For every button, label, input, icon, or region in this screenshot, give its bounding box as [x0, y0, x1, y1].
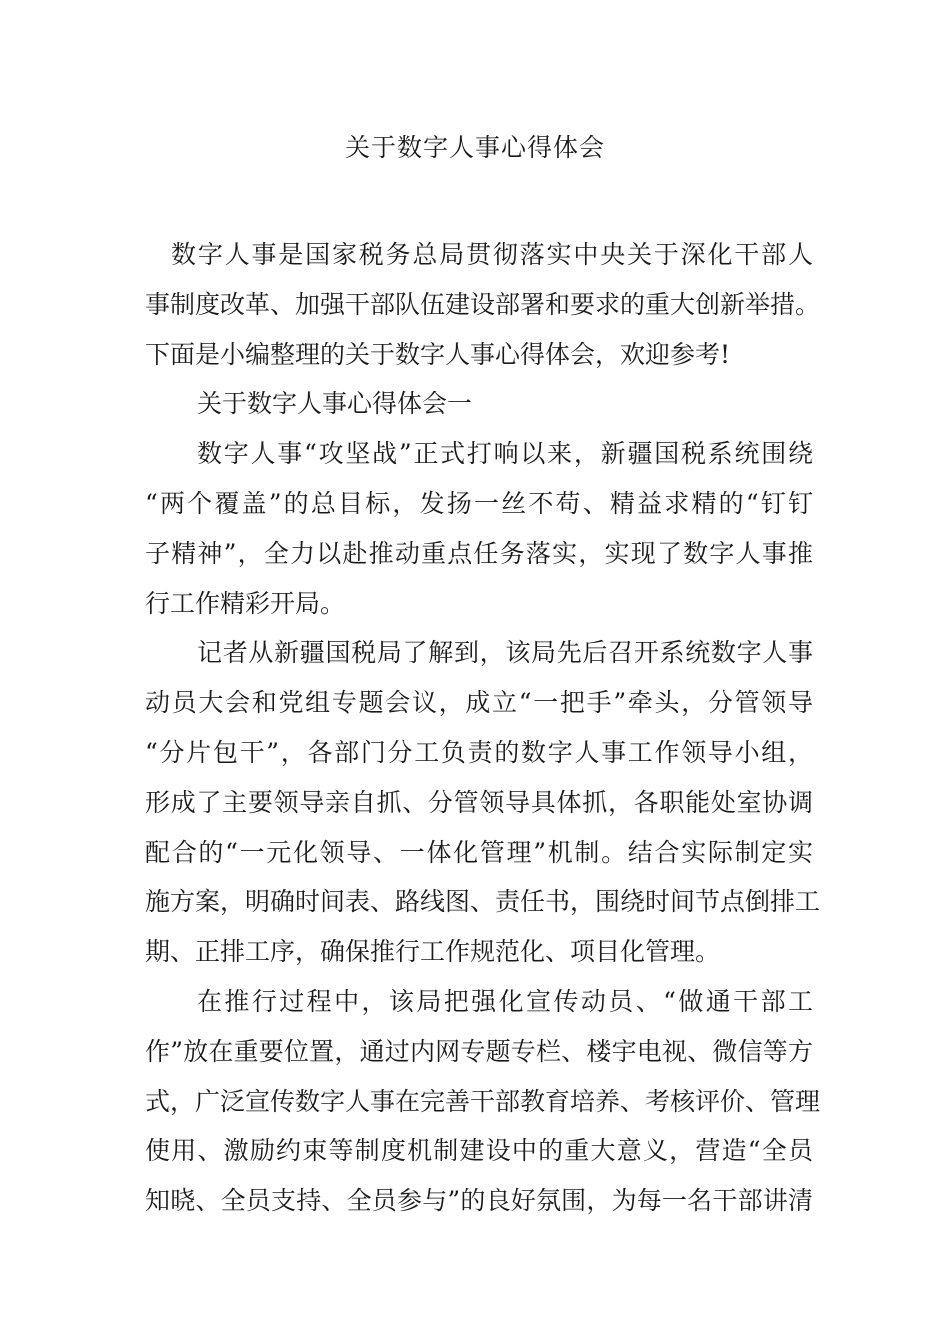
text-line: 使用、激励约束等制度机制建设中的重大意义，营造“全员	[145, 1136, 813, 1166]
text-line: 记者从新疆国税局了解到，该局先后召开系统数字人事	[197, 638, 813, 668]
paragraph	[145, 628, 821, 977]
text-line: 数字人事是国家税务总局贯彻落实中央关于深化干部人	[171, 240, 813, 269]
text-line: 在推行过程中，该局把强化宣传动员、“做通干部工	[197, 986, 813, 1016]
paragraph	[145, 429, 813, 628]
text-line: 配合的“一元化领导、一体化管理”机制。结合实际制定实	[145, 837, 813, 867]
text-line: 知晓、全员支持、全员参与”的良好氛围，为每一名干部讲清	[145, 1186, 813, 1216]
text-line: 式，广泛宣传数字人事在完善干部教育培养、考核评价、管理	[145, 1086, 821, 1116]
text-line: 数字人事“攻坚战”正式打响以来，新疆国税系统围绕	[197, 439, 813, 469]
text-line: 行工作精彩开局。	[145, 588, 346, 618]
text-line: 子精神”，全力以赴推动重点任务落实，实现了数字人事推	[145, 538, 813, 568]
text-line: 下面是小编整理的关于数字人事心得体会，欢迎参考!	[145, 339, 731, 369]
document-body	[145, 230, 821, 1226]
text-line: “分片包干”，各部门分工负责的数字人事工作领导小组，	[145, 737, 813, 767]
text-line: 形成了主要领导亲自抓、分管领导具体抓，各职能处室协调	[145, 787, 813, 817]
paragraph	[145, 230, 821, 379]
text-line: 动员大会和党组专题会议，成立“一把手”牵头，分管领导	[145, 688, 813, 718]
text-line: 期、正排工序，确保推行工作规范化、项目化管理。	[145, 937, 721, 967]
document-title: 关于数字人事心得体会	[344, 133, 605, 162]
text-line: 施方案，明确时间表、路线图、责任书，围绕时间节点倒排工	[145, 887, 821, 917]
text-line: 关于数字人事心得体会一	[197, 389, 473, 419]
text-line: “两个覆盖”的总目标，发扬一丝不苟、精益求精的“钉钉	[145, 488, 813, 518]
section-heading	[145, 379, 813, 429]
text-line: 作”放在重要位置，通过内网专题专栏、楼宇电视、微信等方	[145, 1036, 813, 1066]
paragraph	[145, 977, 821, 1226]
text-line: 事制度改革、加强干部队伍建设部署和要求的重大创新举措。	[145, 289, 821, 319]
